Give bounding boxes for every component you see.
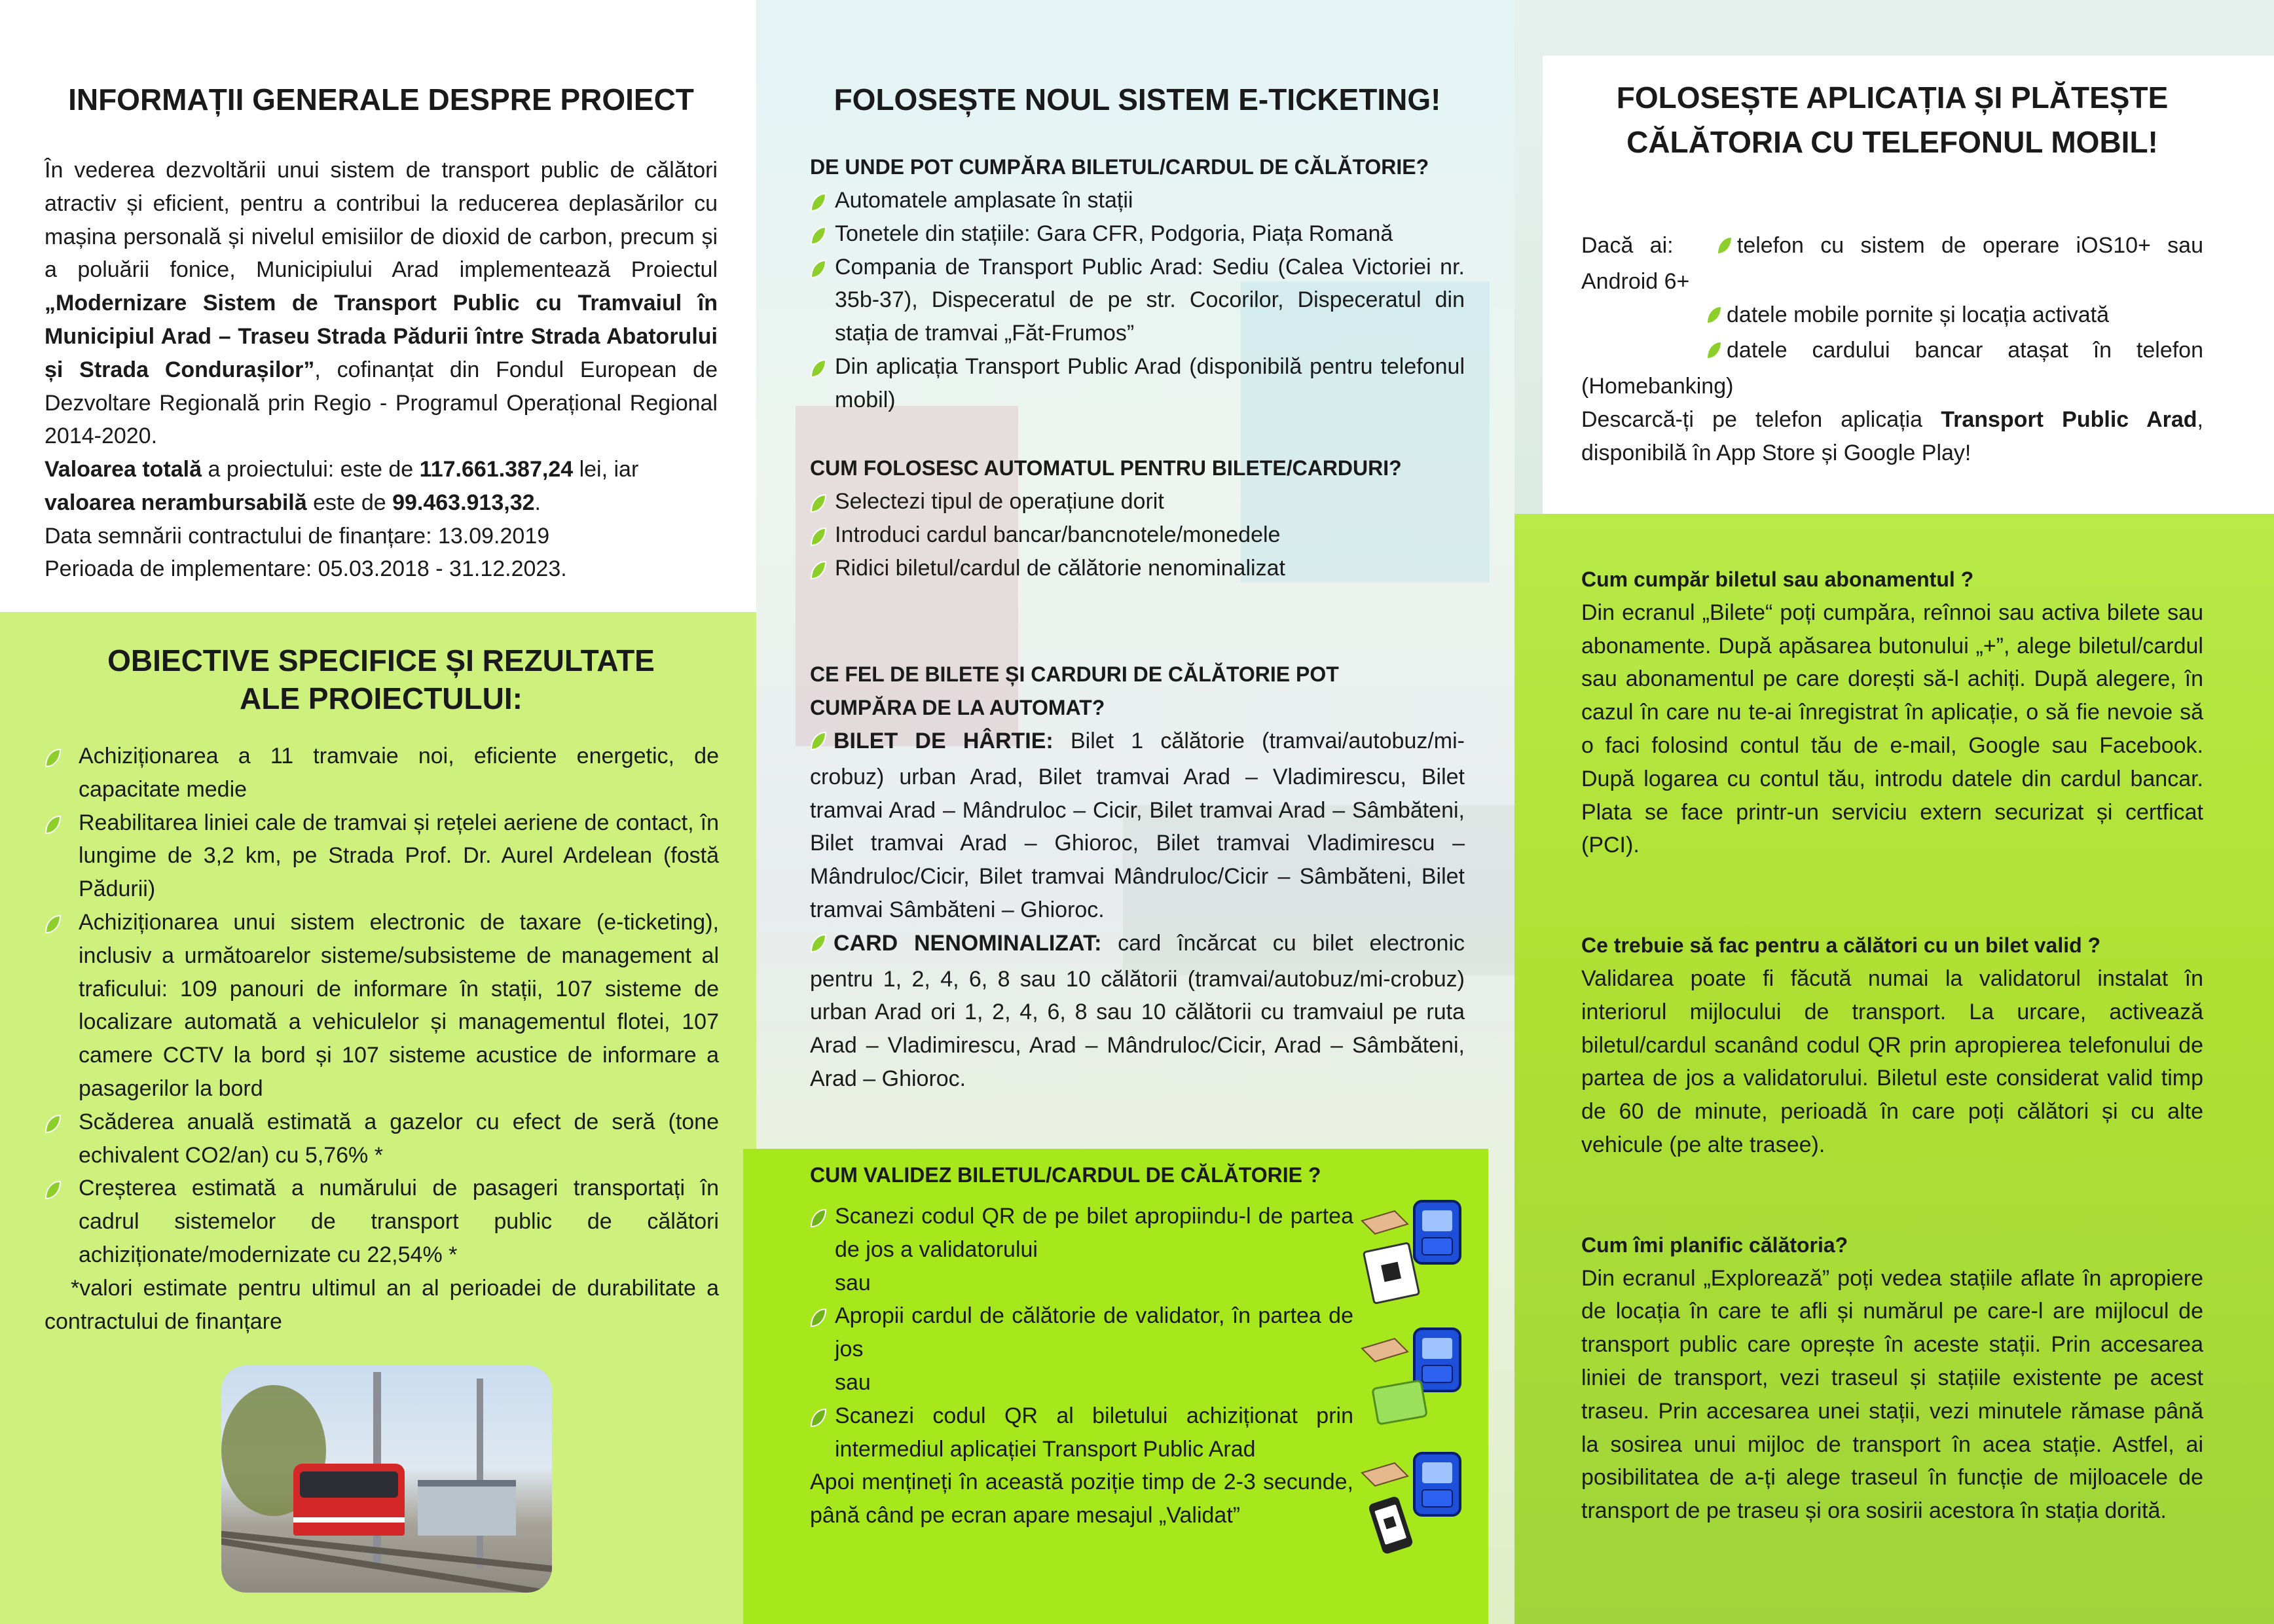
objective-item: [45, 740, 719, 806]
leaf-bullet-icon: [810, 1404, 827, 1424]
requirement-line-2: [1581, 298, 2203, 334]
leaf-bullet-icon: [1706, 301, 1723, 334]
how-to-use-list: [810, 485, 1465, 585]
leaf-bullet-icon: [810, 355, 827, 374]
validate-step: [810, 1299, 1353, 1366]
how-item-text: Ridici biletul/cardul de călătorie nenominalizat: [835, 555, 1285, 581]
how-item-text: Selectezi tipul de operațiune dorit: [835, 489, 1164, 514]
requirements-block: [1581, 229, 2203, 470]
requirement-card: datele cardului bancar atașat în telefon: [1727, 338, 2203, 363]
col3-faq: [1581, 563, 2203, 1528]
requirement-os-cont: Android 6+: [1581, 268, 1690, 294]
photo-shelter: [418, 1480, 516, 1536]
leaf-bullet-icon: [810, 556, 827, 576]
leaf-bullet-icon: [810, 189, 827, 208]
section-title-general-info: INFORMAȚII GENERALE DESPRE PROIECT: [68, 82, 694, 117]
section-title-mobile-app: [1581, 75, 2203, 164]
faq-answer-plan: Din ecranul „Explorează” poți vedea stațiile aflate în apropiere de locația în care te afli și numărul pe care-l are mijlocul de transport public care oprește în aceste stații. Prin accesarea liniei de transport, vezi traseul și stațiile existente pe acest traseu. Prin accesarea unei stații, vezi minutele rămase până la sosirea unui mijloc de transport în acea stație. Astfel, ai posibilitatea de a-ți alege traseul în funcție de mijloacele de transport de pe traseu și ora sosirii acestora în stația dorită.: [1581, 1265, 2203, 1524]
total-value-unit: lei, iar: [573, 457, 639, 482]
validate-step-text: Apropii cardul de călătorie de validator, în partea de jos: [835, 1303, 1353, 1362]
objectives-list: [45, 740, 719, 1338]
requirement-card-cont: (Homebanking): [1581, 374, 1734, 399]
requirement-os: telefon cu sistem de operare iOS10+ sau: [1736, 233, 2203, 258]
validate-step-text: Scanezi codul QR de pe bilet apropiindu-l de partea de jos a validatorului: [835, 1204, 1353, 1262]
validate-step: [810, 1399, 1353, 1466]
where-item: [810, 217, 1465, 251]
how-item: [810, 485, 1465, 518]
leaf-bullet-icon: [810, 929, 827, 963]
where-item-text: Compania de Transport Public Arad: Sediu (Calea Victoriei nr. 35b-37), Dispeceratul de pe str. Cocorilor, Dispeceratul din stația de tramvai „Făt-Frumos”: [835, 254, 1465, 346]
card-text: card încărcat cu bilet electronic pentru 1, 2, 4, 6, 8 sau 10 călătorii (tramvai/autobuz/mi-crobuz) urban Arad ori 1, 2, 4, 6, 8 sau 10 călătorii cu tramvaiul pe ruta Arad – Vladimirescu, Arad – Mândruloc/Cicir, Arad – Sâmbăteni, Arad – Ghioroc.: [810, 930, 1465, 1091]
leaf-bullet-icon: [810, 1304, 827, 1324]
validator-phone-icon: [1349, 1447, 1467, 1561]
faq-question-plan: Cum îmi planific călătoria?: [1581, 1233, 1848, 1257]
where-to-buy-title: DE UNDE POT CUMPĂRA BILETUL/CARDUL DE CĂLĂTORIE?: [810, 155, 1429, 179]
card-label: CARD NENOMINALIZAT:: [834, 930, 1102, 956]
where-item-text: Automatele amplasate în stații: [835, 188, 1133, 213]
total-value-label: Valoarea totală: [45, 457, 202, 482]
leaf-bullet-icon: [45, 1110, 62, 1130]
mobile-app-title-line2: CĂLĂTORIA CU TELEFONUL MOBIL!: [1626, 125, 2158, 159]
leaf-bullet-icon: [810, 727, 827, 761]
objective-item: [45, 806, 719, 906]
faq-question-valid: Ce trebuie să fac pentru a călători cu un bilet valid ?: [1581, 933, 2101, 958]
leaf-bullet-icon: [45, 911, 62, 930]
download-text-2: , disponibilă în App Store și Google Play!: [1581, 406, 2203, 465]
implementation-period: Perioada de implementare: 05.03.2018 - 31.12.2023.: [45, 556, 567, 582]
objectives-footnote: *valori estimate pentru ultimul an al perioadei de durabilitate a contractului de finanțare: [45, 1275, 719, 1334]
where-item-text: Tonetele din stațiile: Gara CFR, Podgoria, Piața Romană: [835, 221, 1393, 246]
project-name: „Modernizare Sistem de Transport Public cu Tramvaiul în Municipiul Arad – Traseu Strada Pădurii între Strada Abatorului și Strada Condurașilor”: [45, 291, 718, 382]
download-app-text: [1581, 403, 2203, 470]
validate-step: [810, 1200, 1353, 1267]
total-value-amount: 117.661.387,24: [419, 457, 574, 482]
nonrefundable-label: valoarea nerambursabilă: [45, 490, 307, 515]
card-item: [810, 927, 1465, 1096]
objective-text: Achiziționarea unui sistem electronic de taxare (e-ticketing), inclusiv a următoarelor sisteme/subsisteme de management al traficului: 109 panouri de informare în stații, 107 sisteme de localizare automată a vehiculelor și managementul flotei, 107 camere CCTV la bord și 107 sisteme acustice de informare a pasagerilor la bord: [79, 909, 719, 1101]
objective-text: Scăderea anuală estimată a gazelor cu efect de seră (tone echivalent CO2/an) cu 5,76% *: [79, 1109, 719, 1168]
nonrefundable-end: .: [534, 490, 541, 515]
objective-item: [45, 1106, 719, 1172]
where-to-buy-list: [810, 184, 1465, 417]
or-separator: sau: [835, 1369, 871, 1395]
if-you-have-label: Dacă ai:: [1581, 233, 1674, 258]
requirement-line-1: [1581, 229, 2203, 265]
total-value-line: [45, 453, 718, 586]
how-item-text: Introduci cardul bancar/bancnotele/monedele: [835, 522, 1281, 547]
where-item: [810, 251, 1465, 350]
validate-step-text: Scanezi codul QR al biletului achiziționat prin intermediul aplicației Transport Public Arad: [835, 1403, 1353, 1462]
leaf-bullet-icon: [810, 222, 827, 242]
app-name: Transport Public Arad: [1941, 406, 2197, 432]
or-separator: sau: [835, 1270, 871, 1295]
leaf-bullet-icon: [810, 490, 827, 509]
paper-ticket-item: [810, 725, 1465, 927]
tram-photo: [221, 1365, 552, 1593]
how-item: [810, 518, 1465, 552]
validator-qr-ticket-icon: [1349, 1195, 1467, 1309]
requirement-line-3: [1581, 334, 2203, 370]
leaf-bullet-icon: [45, 744, 62, 764]
ticket-types-list: [810, 725, 1465, 1096]
photo-tram-window: [300, 1471, 398, 1498]
objective-text: Achiziționarea a 11 tramvaie noi, eficiente energetic, de capacitate medie: [79, 744, 719, 802]
section-title-objectives: [45, 641, 718, 717]
leaf-bullet-icon: [810, 523, 827, 543]
objective-item: [45, 906, 719, 1106]
objective-item: [45, 1172, 719, 1271]
where-item: [810, 184, 1465, 217]
intro-text-2: , cofinanțat din Fondul European de Dezvoltare Regională prin Regio - Programul Operațional Regional 2014-2020.: [45, 357, 718, 449]
total-value-text: a proiectului: este de: [202, 457, 420, 482]
validator-card-icon: [1349, 1322, 1467, 1437]
leaf-bullet-icon: [45, 1176, 62, 1196]
nonrefundable-text: este de: [306, 490, 393, 515]
how-item: [810, 552, 1465, 585]
nonrefundable-amount: 99.463.913,32: [392, 490, 535, 515]
leaf-bullet-icon: [810, 255, 827, 275]
objective-text: Reabilitarea liniei cale de tramvai și rețelei aeriene de contact, în lungime de 3,2 km, pe Strada Prof. Dr. Aurel Ardelean (fostă Pădurii): [79, 810, 719, 902]
photo-pole: [477, 1379, 483, 1568]
mobile-app-title-line1: FOLOSEȘTE APLICAȚIA ȘI PLĂTEȘTE: [1616, 81, 2169, 115]
objectives-title-line2: ALE PROIECTULUI:: [240, 681, 523, 715]
objective-text: Creșterea estimată a numărului de pasageri transportați în cadrul sistemelor de transport public de călători achiziționate/modernizate cu 22,54% *: [79, 1176, 719, 1267]
leaf-bullet-icon: [810, 1204, 827, 1224]
validate-steps: [810, 1200, 1353, 1532]
photo-tram-stripe: [293, 1517, 405, 1523]
requirement-data: datele mobile pornite și locația activată: [1727, 302, 2109, 327]
download-text-1: Descarcă-ți pe telefon aplicația: [1581, 406, 1941, 432]
validate-box: [743, 1149, 1488, 1624]
faq-answer-valid: Validarea poate fi făcută numai la validatorul instalat în interiorul mijlocului de transport. La urcare, activează biletul/cardul scanând codul QR prin apropierea telefonului de partea de jos a validatorului. Biletul este considerat valid timp de 60 de minute, perioadă în care poți călători și cu alte vehicule (pe alte trasee).: [1581, 965, 2203, 1157]
where-item-text: Din aplicația Transport Public Arad (disponibilă pentru telefonul mobil): [835, 353, 1465, 412]
paper-ticket-text: Bilet 1 călătorie (tramvai/autobuz/mi-crobuz) urban Arad, Bilet tramvai Arad – Vladimirescu, Bilet tramvai Arad – Mândruloc – Cicir, Bilet tramvai Arad – Sâmbăteni, Bilet tramvai Arad – Ghioroc, Bilet tramvai Vladimirescu – Mândruloc/Cicir, Bilet tramvai Mândruloc/Cicir – Sâmbăteni, Bilet tramvai Sâmbăteni – Ghioroc.: [810, 729, 1465, 922]
objectives-title-line1: OBIECTIVE SPECIFICE ȘI REZULTATE: [107, 643, 655, 677]
leaf-bullet-icon: [45, 811, 62, 831]
faq-question-buy: Cum cumpăr biletul sau abonamentul ?: [1581, 568, 1974, 591]
validate-title: CUM VALIDEZ BILETUL/CARDUL DE CĂLĂTORIE ?: [810, 1163, 1321, 1187]
paper-ticket-label: BILET DE HÂRTIE:: [834, 729, 1054, 753]
faq-answer-buy: Din ecranul „Bilete“ poți cumpăra, reînnoi sau activa bilete sau abonamente. După apăsarea butonului „+”, alege biletul/cardul sau abonamentul pe care dorești să-l achiți. După alegere, în cazul în care nu te-ai înregistrat în aplicație, o să fie nevoie să o faci folosind contul tău de e-mail, Google sau Facebook. După logarea cu contul tău, introdu datele din cardul bancar. Plata se face printr-un serviciu extern securizat și certficat (PCI).: [1581, 600, 2203, 858]
section-title-e-ticketing: FOLOSEȘTE NOUL SISTEM E-TICKETING!: [834, 82, 1441, 117]
leaf-bullet-icon: [1716, 232, 1733, 265]
intro-text-1: În vederea dezvoltării unui sistem de transport public de călători atractiv și eficient, pentru a contribui la reducerea deplasărilor cu mașina personală și nivelul emisiilor de dioxid de carbon, precum și a poluării fonice, Municipiului Arad implementează Proiectul: [45, 158, 718, 283]
ticket-types-title: CE FEL DE BILETE ȘI CARDURI DE CĂLĂTORIE POT CUMPĂRA DE LA AUTOMAT?: [810, 662, 1339, 719]
where-item: [810, 350, 1465, 417]
validate-hold-text: Apoi mențineți în această poziție timp de 2-3 secunde, până când pe ecran apare mesajul „Validat”: [810, 1470, 1353, 1528]
how-to-use-title: CUM FOLOSESC AUTOMATUL PENTRU BILETE/CARDURI?: [810, 456, 1402, 480]
contract-sign-date: Data semnării contractului de finanțare: 13.09.2019: [45, 523, 550, 549]
leaf-bullet-icon: [1706, 336, 1723, 370]
project-intro-paragraph: [45, 154, 718, 453]
